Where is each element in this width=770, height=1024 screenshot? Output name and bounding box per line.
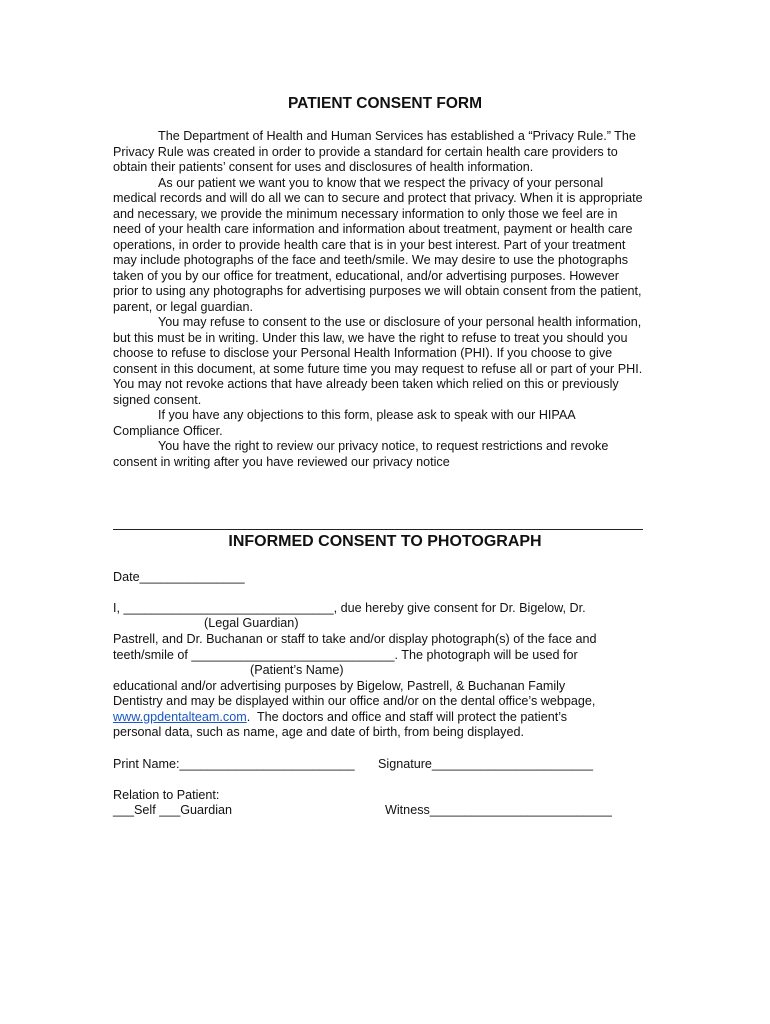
consent-line-2: Pastrell, and Dr. Buchanan or staff to take and/or display photograph(s) of the face and: [113, 632, 597, 646]
paragraph-respect-privacy: As our patient we want you to know that we respect the privacy of your personal medical records and will do all we can to secure and protect that privacy. When it is appropriate and necessary, we provide the minimum necessary information to only those we feel are in need of your health care information and information about treatment, payment or health care operations, in order to provide health care that is in your best interest. Part of your treatment may include photographs of the face and teeth/smile. We may desire to use the photographs taken of you by our office for treatment, educational, and/or advertising purposes. However prior to using any photographs for advertising purposes we will obtain consent from the patient, parent, or legal guardian.: [113, 175, 643, 314]
print-name-field[interactable]: Print Name:_________________________: [113, 757, 355, 771]
form-title: PATIENT CONSENT FORM: [287, 95, 483, 112]
consent-line-5: Dentistry and may be displayed within our office and/or on the dental office’s webpage,: [113, 694, 596, 708]
relation-label: Relation to Patient:: [113, 788, 220, 802]
section-divider: [113, 529, 643, 530]
relation-options[interactable]: ___Self ___Guardian: [113, 803, 233, 817]
paragraph-refuse-consent: You may refuse to consent to the use or disclosure of your personal health information, but this must be in writing. Under this law, we have the right to refuse to treat you should you choose to refuse to disclose your Personal Health Information (PHI). If you choose to give consent in this document, at some future time you may request to refuse all or part of your PHI. You may not revoke actions that have already been taken which relied on this or previously signed consent.: [113, 315, 643, 407]
website-link[interactable]: www.gpdentalteam.com: [113, 710, 247, 724]
witness-field[interactable]: Witness__________________________: [385, 803, 612, 817]
legal-guardian-label: (Legal Guardian): [204, 616, 299, 630]
privacy-text-block: [113, 129, 643, 470]
consent-line-4: educational and/or advertising purposes by Bigelow, Pastrell, & Buchanan Family: [113, 679, 566, 693]
consent-line-3[interactable]: teeth/smile of _____________________________. The photograph will be used for: [113, 648, 578, 662]
consent-line-6: [113, 710, 567, 726]
paragraph-privacy-rule: The Department of Health and Human Services has established a “Privacy Rule.” The Privacy Rule was created in order to provide a standard for certain health care providers to obtain their patients’ consent for uses and disclosures of health information.: [113, 129, 636, 174]
paragraph-review-notice: You have the right to review our privacy notice, to request restrictions and revoke consent in writing after you have reviewed our privacy notice: [113, 439, 609, 469]
paragraph-objections: If you have any objections to this form, please ask to speak with our HIPAA Compliance Officer.: [113, 408, 575, 438]
consent-line-6-rest: . The doctors and office and staff will protect the patient’s: [246, 710, 568, 724]
date-field[interactable]: Date_______________: [113, 570, 245, 584]
consent-line-1[interactable]: I, ______________________________, due hereby give consent for Dr. Bigelow, Dr.: [113, 601, 586, 615]
consent-line-7: personal data, such as name, age and date of birth, from being displayed.: [113, 725, 524, 739]
photo-consent-title: INFORMED CONSENT TO PHOTOGRAPH: [228, 533, 542, 550]
patient-name-label: (Patient’s Name): [250, 663, 344, 677]
signature-field[interactable]: Signature_______________________: [378, 757, 594, 771]
